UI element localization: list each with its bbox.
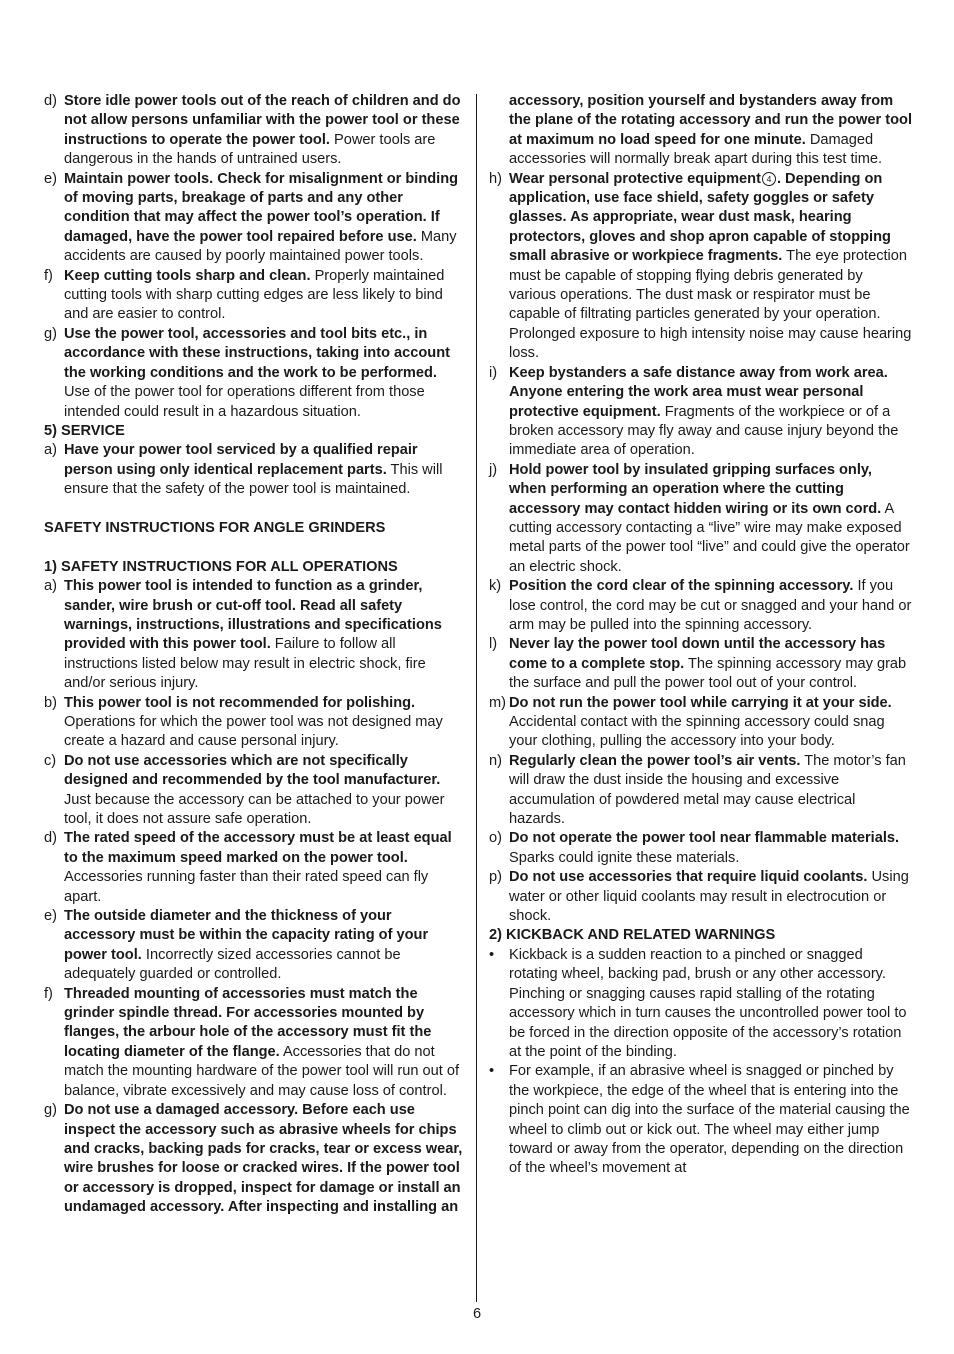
item-bold-text: The outside diameter and the thickness of your accessory must be within the capacity rating of your power tool. (64, 908, 429, 963)
item-body-text: Properly maintained cutting tools with sharp cutting edges are less likely to bind and are easier to control. (64, 267, 445, 323)
item-bold-text: Keep bystanders a safe distance away from work area. Anyone entering the work area must wear personal protective equipment. (509, 364, 888, 420)
right-column (489, 92, 913, 1179)
item-label: f) (44, 267, 53, 284)
spacer (44, 500, 466, 519)
item-label: d) (44, 830, 57, 847)
instruction-item (44, 907, 466, 985)
item-text (64, 829, 466, 907)
item-text (64, 1101, 466, 1217)
item-label: m) (489, 694, 507, 711)
item-label: h) (489, 170, 502, 187)
item-label: c) (44, 752, 57, 769)
item-bold-text: Do not use accessories that require liquid coolants. (509, 869, 868, 886)
item-body-text: Accidental contact with the spinning accessory could snag your clothing, pulling the accessory into your body. (509, 714, 885, 750)
item-label: b) (44, 694, 57, 711)
bullet-item (489, 1062, 913, 1178)
instruction-item (489, 170, 913, 364)
item-label: k) (489, 578, 502, 595)
item-bold-text: Do not run the power tool while carrying it at your side. (509, 694, 892, 711)
item-label: g) (44, 325, 57, 342)
item-bold-text: Wear personal protective equipment (509, 170, 761, 187)
page-number: 6 (472, 1306, 482, 1322)
item-bold-text: This power tool is not recommended for polishing. (64, 694, 416, 711)
item-bold-text: Do not use a damaged accessory. Before each use inspect the accessory such as abrasive wheels for chips and cracks, backing pads for cracks, tear or excess wear, wire brushes for loose or cracked wires. If the power tool or accessory is dropped, inspect for damage or install an undamaged accessory. After inspecting and installing an (64, 1102, 463, 1216)
instruction-item (489, 577, 913, 635)
item-label: e) (44, 908, 57, 925)
item-label: i) (489, 364, 498, 381)
item-bold-text: This power tool is intended to function as a grinder, sander, wire brush or cut-off tool. Read all safety warnings, instructions, illustrations and specifications provided with this power tool. (64, 578, 442, 653)
item-bold-text-continued: . Depending on application, use face shield, safety goggles or safety glasses. As appropriate, wear dust mask, hearing protectors, gloves and shop apron capable of stopping small abrasive or workpiece fragments. (509, 170, 891, 265)
item-text (509, 829, 913, 868)
instruction-item (44, 1101, 466, 1217)
item-bold-text: Never lay the power tool down until the accessory has come to a complete stop. (509, 636, 886, 672)
item-text (509, 635, 913, 693)
item-text (509, 694, 913, 752)
item-text (509, 1062, 913, 1178)
item-text (64, 92, 466, 170)
instruction-item (489, 752, 913, 830)
item-label: a) (44, 578, 57, 595)
item-body-text: A cutting accessory contacting a “live” wire may make exposed metal parts of the power tool “live” and could give the operator an electric shock. (509, 500, 910, 575)
item-body-text: Kickback is a sudden reaction to a pinched or snagged rotating wheel, backing pad, brush or any other accessory. Pinching or snagging causes rapid stalling of the rotating accessory which in turn causes the uncontrolled power tool to be forced in the direction opposite of the accessory’s rotation at the point of the binding. (509, 946, 907, 1060)
item-bold-text: accessory, position yourself and bystanders away from the plane of the rotating accessory and run the power tool at maximum no load speed for one minute. (509, 93, 913, 148)
item-bold-text: Threaded mounting of accessories must match the grinder spindle thread. For accessories mounted by flanges, the arbour hole of the accessory must fit the locating diameter of the flange. (64, 985, 432, 1060)
item-label: d) (44, 93, 57, 109)
instruction-item (44, 985, 466, 1101)
item-label: n) (489, 752, 502, 769)
item-bold-text: Use the power tool, accessories and tool bits etc., in accordance with these instructions, taking into account the working conditions and the work to be performed. (64, 325, 450, 381)
item-label: p) (489, 869, 502, 886)
item-label: g) (44, 1102, 57, 1119)
instruction-item (489, 635, 913, 693)
item-label: • (489, 1063, 495, 1080)
bullet-item (489, 946, 913, 1062)
spacer (44, 538, 466, 557)
item-bold-text: Store idle power tools out of the reach of children and do not allow persons unfamiliar with the power tool or these instructions to operate the power tool. (64, 93, 461, 148)
item-label: a) (44, 442, 57, 459)
item-body-text: If you lose control, the cord may be cut or snagged and your hand or arm may be pulled into the spinning accessory. (509, 578, 912, 633)
item-body-text: The eye protection must be capable of stopping flying debris generated by various operations. The dust mask or respirator must be capable of filtrating particles generated by your operation. Prolonged exposure to high intensity noise may cause hearing loss. (509, 248, 912, 362)
item-text (509, 946, 913, 1062)
item-text (509, 577, 913, 635)
item-label: o) (489, 830, 502, 847)
item-body-text: Damaged accessories will normally break apart during this test time. (509, 131, 883, 168)
item-text (64, 325, 466, 422)
item-label: f) (44, 985, 53, 1002)
item-body-text: Use of the power tool for operations different from those intended could result in a hazardous situation. (64, 384, 425, 420)
item-bold-text: Hold power tool by insulated gripping surfaces only, when performing an operation where the cutting accessory may contact hidden wiring or its own cord. (509, 461, 882, 517)
item-body-text: Just because the accessory can be attached to your power tool, it does not assure safe operation. (64, 791, 445, 827)
item-label: j) (489, 461, 498, 478)
section-heading: 1) SAFETY INSTRUCTIONS FOR ALL OPERATIONS (44, 558, 398, 575)
item-bold-text: Position the cord clear of the spinning accessory. (509, 578, 854, 595)
section-heading: SAFETY INSTRUCTIONS FOR ANGLE GRINDERS (44, 519, 386, 536)
item-body-text: For example, if an abrasive wheel is snagged or pinched by the workpiece, the edge of the wheel that is entering into the pinch point can dig into the surface of the material causing the wheel to climb out or kick out. The wheel may either jump toward or away from the operator, depending on the direction of the wheel’s movement at (509, 1063, 910, 1177)
instruction-item (44, 170, 466, 267)
instruction-item (44, 694, 466, 752)
item-bold-text: Maintain power tools. Check for misalignment or binding of moving parts, breakage of parts and any other condition that may affect the power tool’s operation. If damaged, have the power tool repaired before use. (64, 170, 459, 245)
item-text (509, 868, 913, 926)
section-heading: 5) SERVICE (44, 422, 125, 439)
item-text (64, 752, 466, 830)
item-body-text: The spinning accessory may grab the surface and pull the power tool out of your control. (509, 655, 907, 692)
instruction-item (44, 92, 466, 170)
item-bold-text: Keep cutting tools sharp and clean. (64, 267, 311, 284)
instruction-item (489, 461, 913, 577)
instruction-item (44, 325, 466, 422)
instruction-item (44, 752, 466, 830)
item-body-text: Power tools are dangerous in the hands of untrained users. (64, 131, 436, 168)
item-text (64, 907, 466, 985)
item-body-text: The motor’s fan will draw the dust inside the housing and excessive accumulation of powdered metal may cause electrical hazards. (509, 752, 906, 828)
instruction-item (44, 577, 466, 693)
item-text (509, 461, 913, 577)
item-label: l) (489, 636, 498, 653)
item-text (64, 170, 466, 267)
instruction-item (489, 694, 913, 752)
item-bold-text: Do not operate the power tool near flammable materials. (509, 830, 900, 847)
column-divider (476, 94, 477, 1302)
item-body-text: Fragments of the workpiece or of a broken accessory may fly away and cause injury beyond the immediate area of operation. (509, 403, 899, 459)
instruction-item (489, 364, 913, 461)
instruction-item (44, 441, 466, 499)
item-body-text: Using water or other liquid coolants may result in electrocution or shock. (509, 869, 909, 925)
item-label: e) (44, 170, 57, 187)
item-text (509, 364, 913, 461)
item-text (64, 441, 466, 499)
instruction-item (44, 829, 466, 907)
item-bold-text: The rated speed of the accessory must be at least equal to the maximum speed marked on the power tool. (64, 830, 452, 866)
item-body-text: Accessories running faster than their rated speed can fly apart. (64, 869, 429, 905)
item-text (509, 752, 913, 830)
item-body-text: Many accidents are caused by poorly maintained power tools. (64, 228, 457, 265)
instruction-item (489, 92, 913, 170)
item-bold-text: Regularly clean the power tool’s air vents. (509, 752, 801, 769)
instruction-item (44, 267, 466, 325)
item-text (64, 577, 466, 693)
item-text (64, 267, 466, 325)
item-body-text: Incorrectly sized accessories cannot be adequately guarded or controlled. (64, 946, 401, 983)
instruction-item (489, 829, 913, 868)
item-text (64, 985, 466, 1101)
item-label: • (489, 946, 495, 963)
item-body-text: Sparks could ignite these materials. (509, 849, 740, 866)
left-column (44, 92, 466, 1218)
item-body-text: Accessories that do not match the mounting hardware of the power tool will run out of balance, vibrate excessively and may cause loss of control. (64, 1043, 460, 1099)
item-text (509, 92, 913, 170)
item-bold-text: Do not use accessories which are not specifically designed and recommended by the tool manufacturer. (64, 752, 441, 789)
item-text (64, 694, 466, 752)
section-heading: 2) KICKBACK AND RELATED WARNINGS (489, 927, 776, 944)
item-body-text: Operations for which the power tool was not designed may create a hazard and cause personal injury. (64, 713, 443, 750)
item-bold-text: Have your power tool serviced by a qualified repair person using only identical replacement parts. (64, 442, 418, 478)
figure-reference-icon: 4 (762, 172, 776, 186)
item-body-text: Failure to follow all instructions listed below may result in electric shock, fire and/or serious injury. (64, 636, 426, 692)
instruction-item (489, 868, 913, 926)
item-text (509, 170, 913, 364)
item-body-text: This will ensure that the safety of the power tool is maintained. (64, 461, 443, 498)
